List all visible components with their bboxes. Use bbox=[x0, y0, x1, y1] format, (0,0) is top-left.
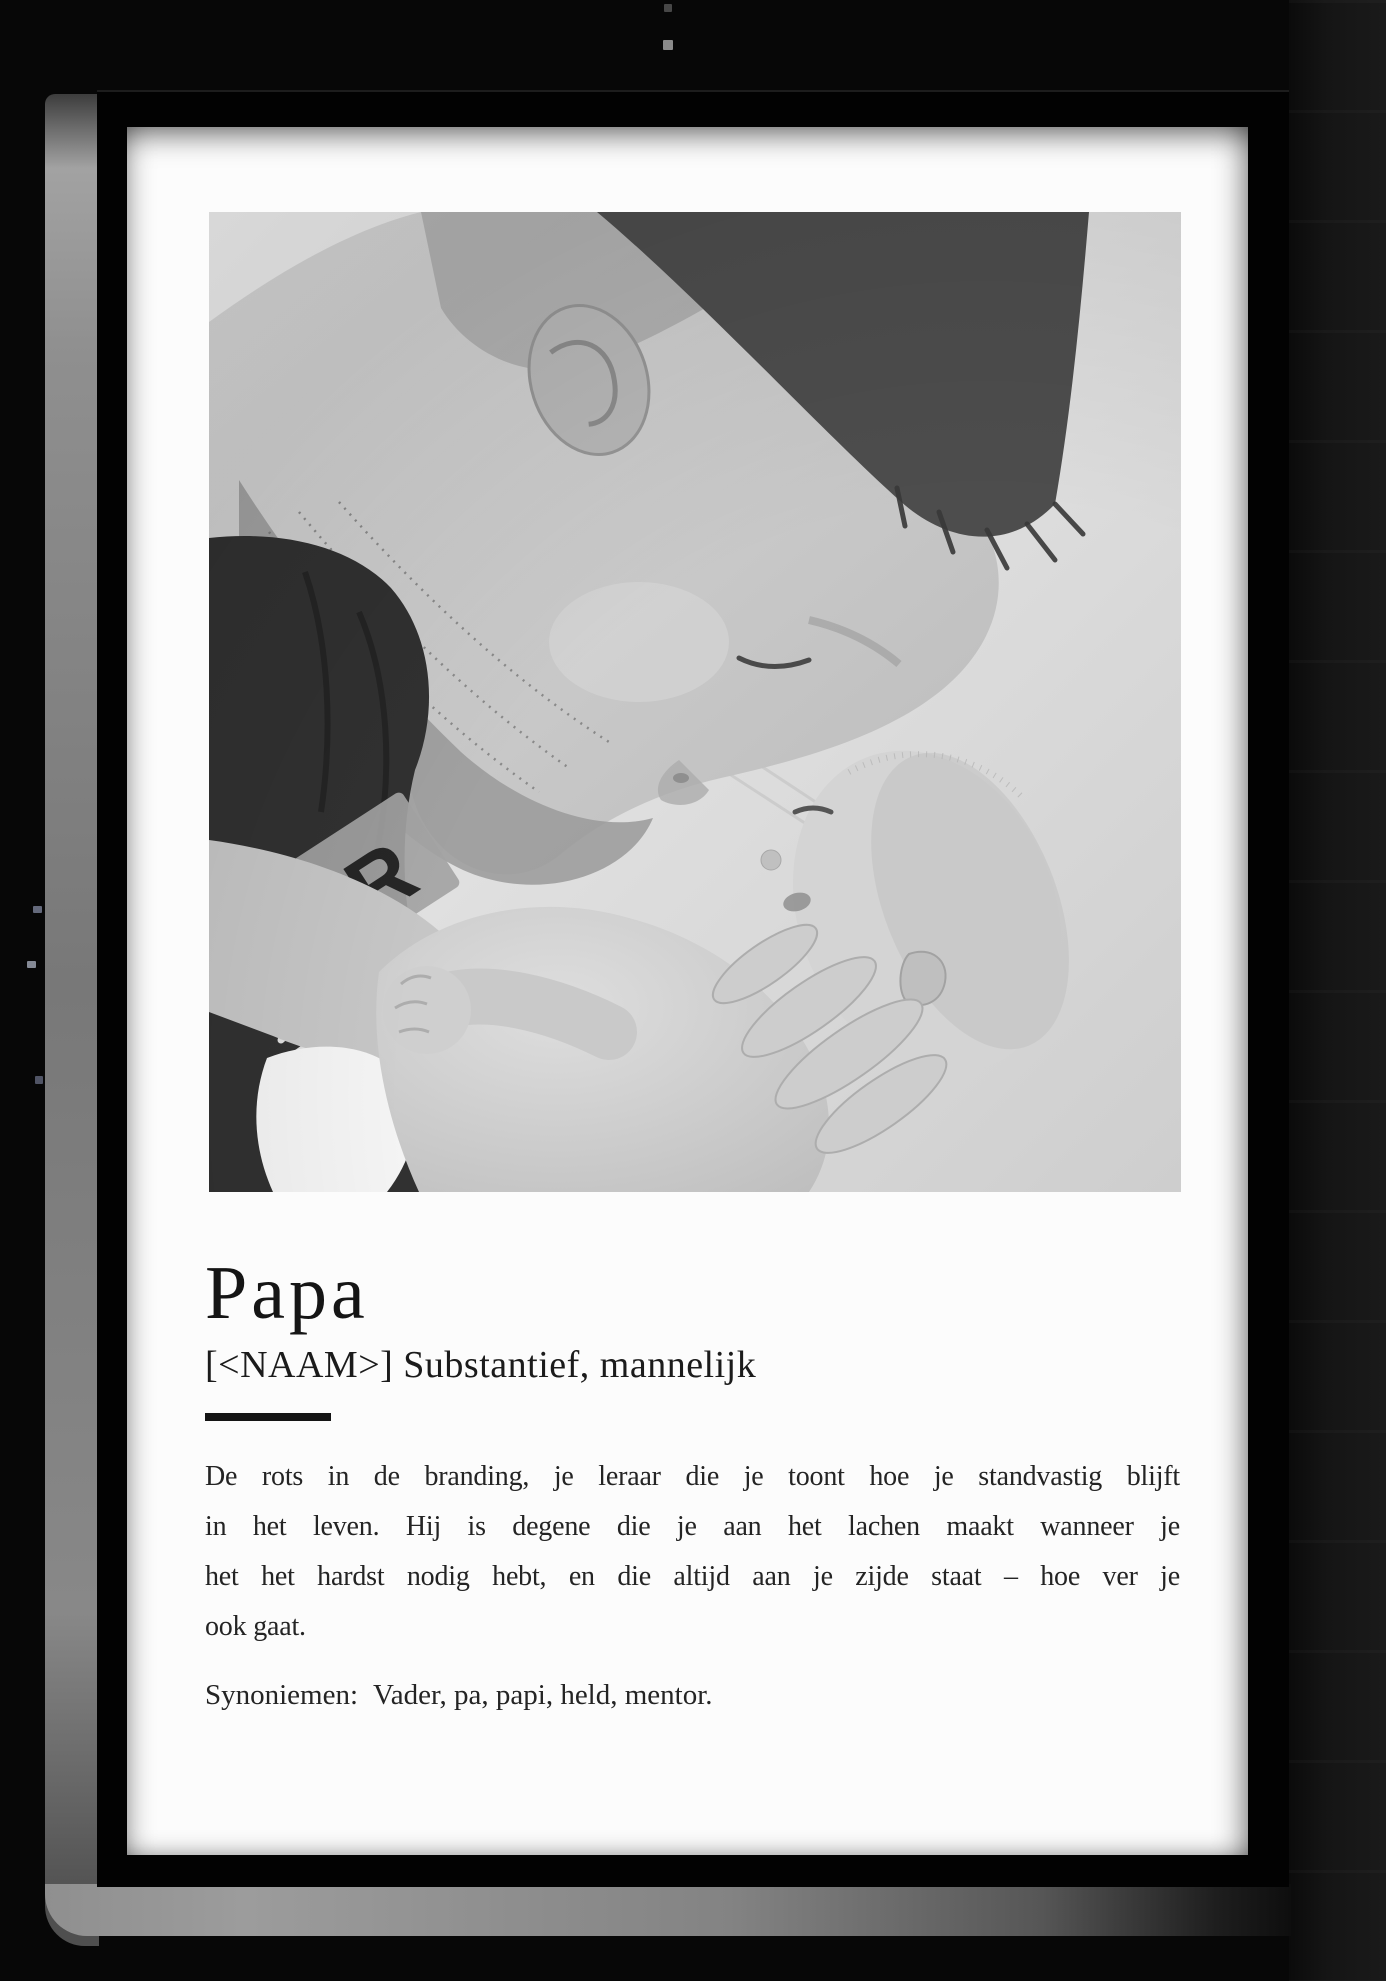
photo-artifact-speck bbox=[663, 40, 673, 50]
background-shadow-right bbox=[1289, 0, 1386, 1981]
photo-artifact-speck bbox=[33, 906, 42, 913]
photo-artifact-speck bbox=[35, 1076, 43, 1084]
photo-illustration bbox=[209, 212, 1181, 1192]
title-divider bbox=[205, 1413, 331, 1421]
synonyms-label: Synoniemen: bbox=[205, 1679, 359, 1711]
definition-line: het het hardst nodig hebt, en die altijd aan je zijde staat – hoe ver je bbox=[205, 1561, 1180, 1592]
frame-side-bottom bbox=[45, 1884, 1291, 1936]
poster-mat bbox=[127, 127, 1248, 1855]
frame-side-left bbox=[45, 94, 99, 1946]
definition-line: in het leven. Hij is degene die je aan het lachen maakt wanneer je bbox=[205, 1511, 1180, 1542]
synonyms-text: Vader, pa, papi, held, mentor. bbox=[373, 1679, 713, 1711]
poster-title: Papa bbox=[205, 1251, 369, 1335]
photo-artifact-speck bbox=[664, 4, 672, 12]
poster-subtitle: [<NAAM>] Substantief, mannelijk bbox=[205, 1344, 757, 1386]
definition-text bbox=[205, 1452, 1180, 1652]
definition-line: ook gaat. bbox=[205, 1611, 306, 1642]
photo-vignette bbox=[209, 212, 1181, 1192]
definition-line: De rots in de branding, je leraar die je toont hoe je standvastig blijft bbox=[205, 1461, 1180, 1492]
black-picture-frame bbox=[97, 90, 1289, 1887]
photo-artifact-speck bbox=[27, 961, 36, 968]
synonyms-line bbox=[205, 1670, 713, 1720]
father-newborn-photo bbox=[209, 212, 1181, 1192]
